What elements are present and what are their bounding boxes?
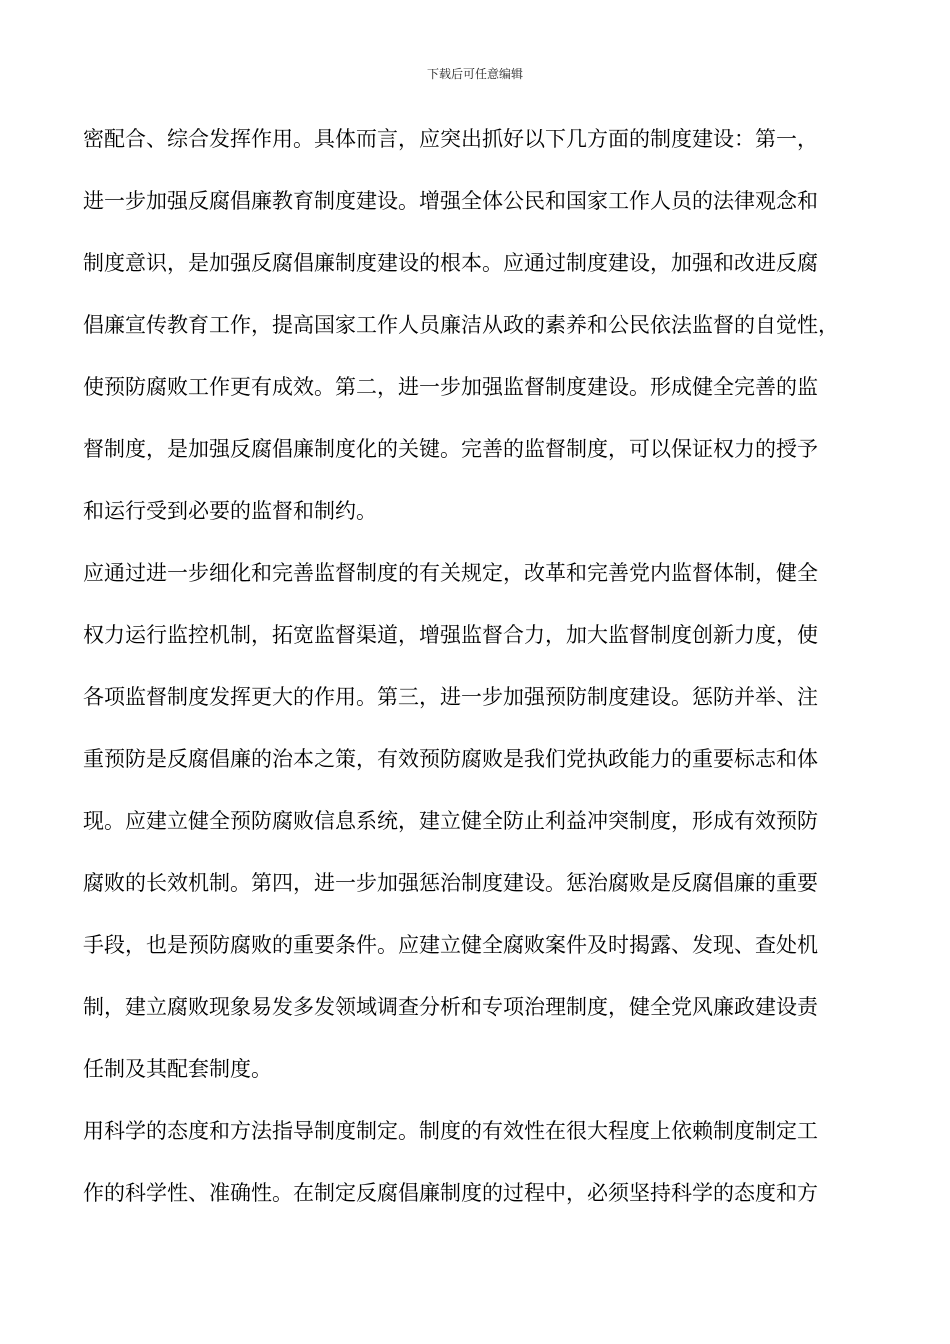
text-line: 各项监督制度发挥更大的作用。第三，进一步加强预防制度建设。惩防并举、注 <box>83 685 818 709</box>
download-note: 下载后可任意编辑 <box>426 67 523 81</box>
text-line: 现。应建立健全预防腐败信息系统，建立健全防止利益冲突制度，形成有效预防 <box>83 809 818 833</box>
text-line: 任制及其配套制度。 <box>83 1057 272 1081</box>
text-line: 权力运行监控机制，拓宽监督渠道，增强监督合力，加大监督制度创新力度，使 <box>83 623 818 647</box>
text-line: 进一步加强反腐倡廉教育制度建设。增强全体公民和国家工作人员的法律观念和 <box>83 189 818 213</box>
text-line: 督制度，是加强反腐倡廉制度化的关键。完善的监督制度，可以保证权力的授予 <box>83 437 818 461</box>
text-line: 作的科学性、准确性。在制定反腐倡廉制度的过程中，必须坚持科学的态度和方 <box>83 1181 818 1205</box>
text-line: 制度意识，是加强反腐倡廉制度建设的根本。应通过制度建设，加强和改进反腐 <box>83 251 818 275</box>
text-line: 手段，也是预防腐败的重要条件。应建立健全腐败案件及时揭露、发现、查处机 <box>83 933 818 957</box>
text-line: 制，建立腐败现象易发多发领域调查分析和专项治理制度，健全党风廉政建设责 <box>83 995 818 1019</box>
text-line: 和运行受到必要的监督和制约。 <box>83 499 377 523</box>
text-line: 腐败的长效机制。第四，进一步加强惩治制度建设。惩治腐败是反腐倡廉的重要 <box>83 871 818 895</box>
text-line: 重预防是反腐倡廉的治本之策，有效预防腐败是我们党执政能力的重要标志和体 <box>83 747 818 771</box>
text-line: 密配合、综合发挥作用。具体而言，应突出抓好以下几方面的制度建设：第一， <box>83 127 818 151</box>
text-line: 使预防腐败工作更有成效。第二，进一步加强监督制度建设。形成健全完善的监 <box>83 375 818 399</box>
text-line: 用科学的态度和方法指导制度制定。制度的有效性在很大程度上依赖制度制定工 <box>83 1119 818 1143</box>
body-text <box>83 117 883 1233</box>
text-line: 应通过进一步细化和完善监督制度的有关规定，改革和完善党内监督体制，健全 <box>83 561 818 585</box>
text-line: 倡廉宣传教育工作，提高国家工作人员廉洁从政的素养和公民依法监督的自觉性， <box>83 313 839 337</box>
